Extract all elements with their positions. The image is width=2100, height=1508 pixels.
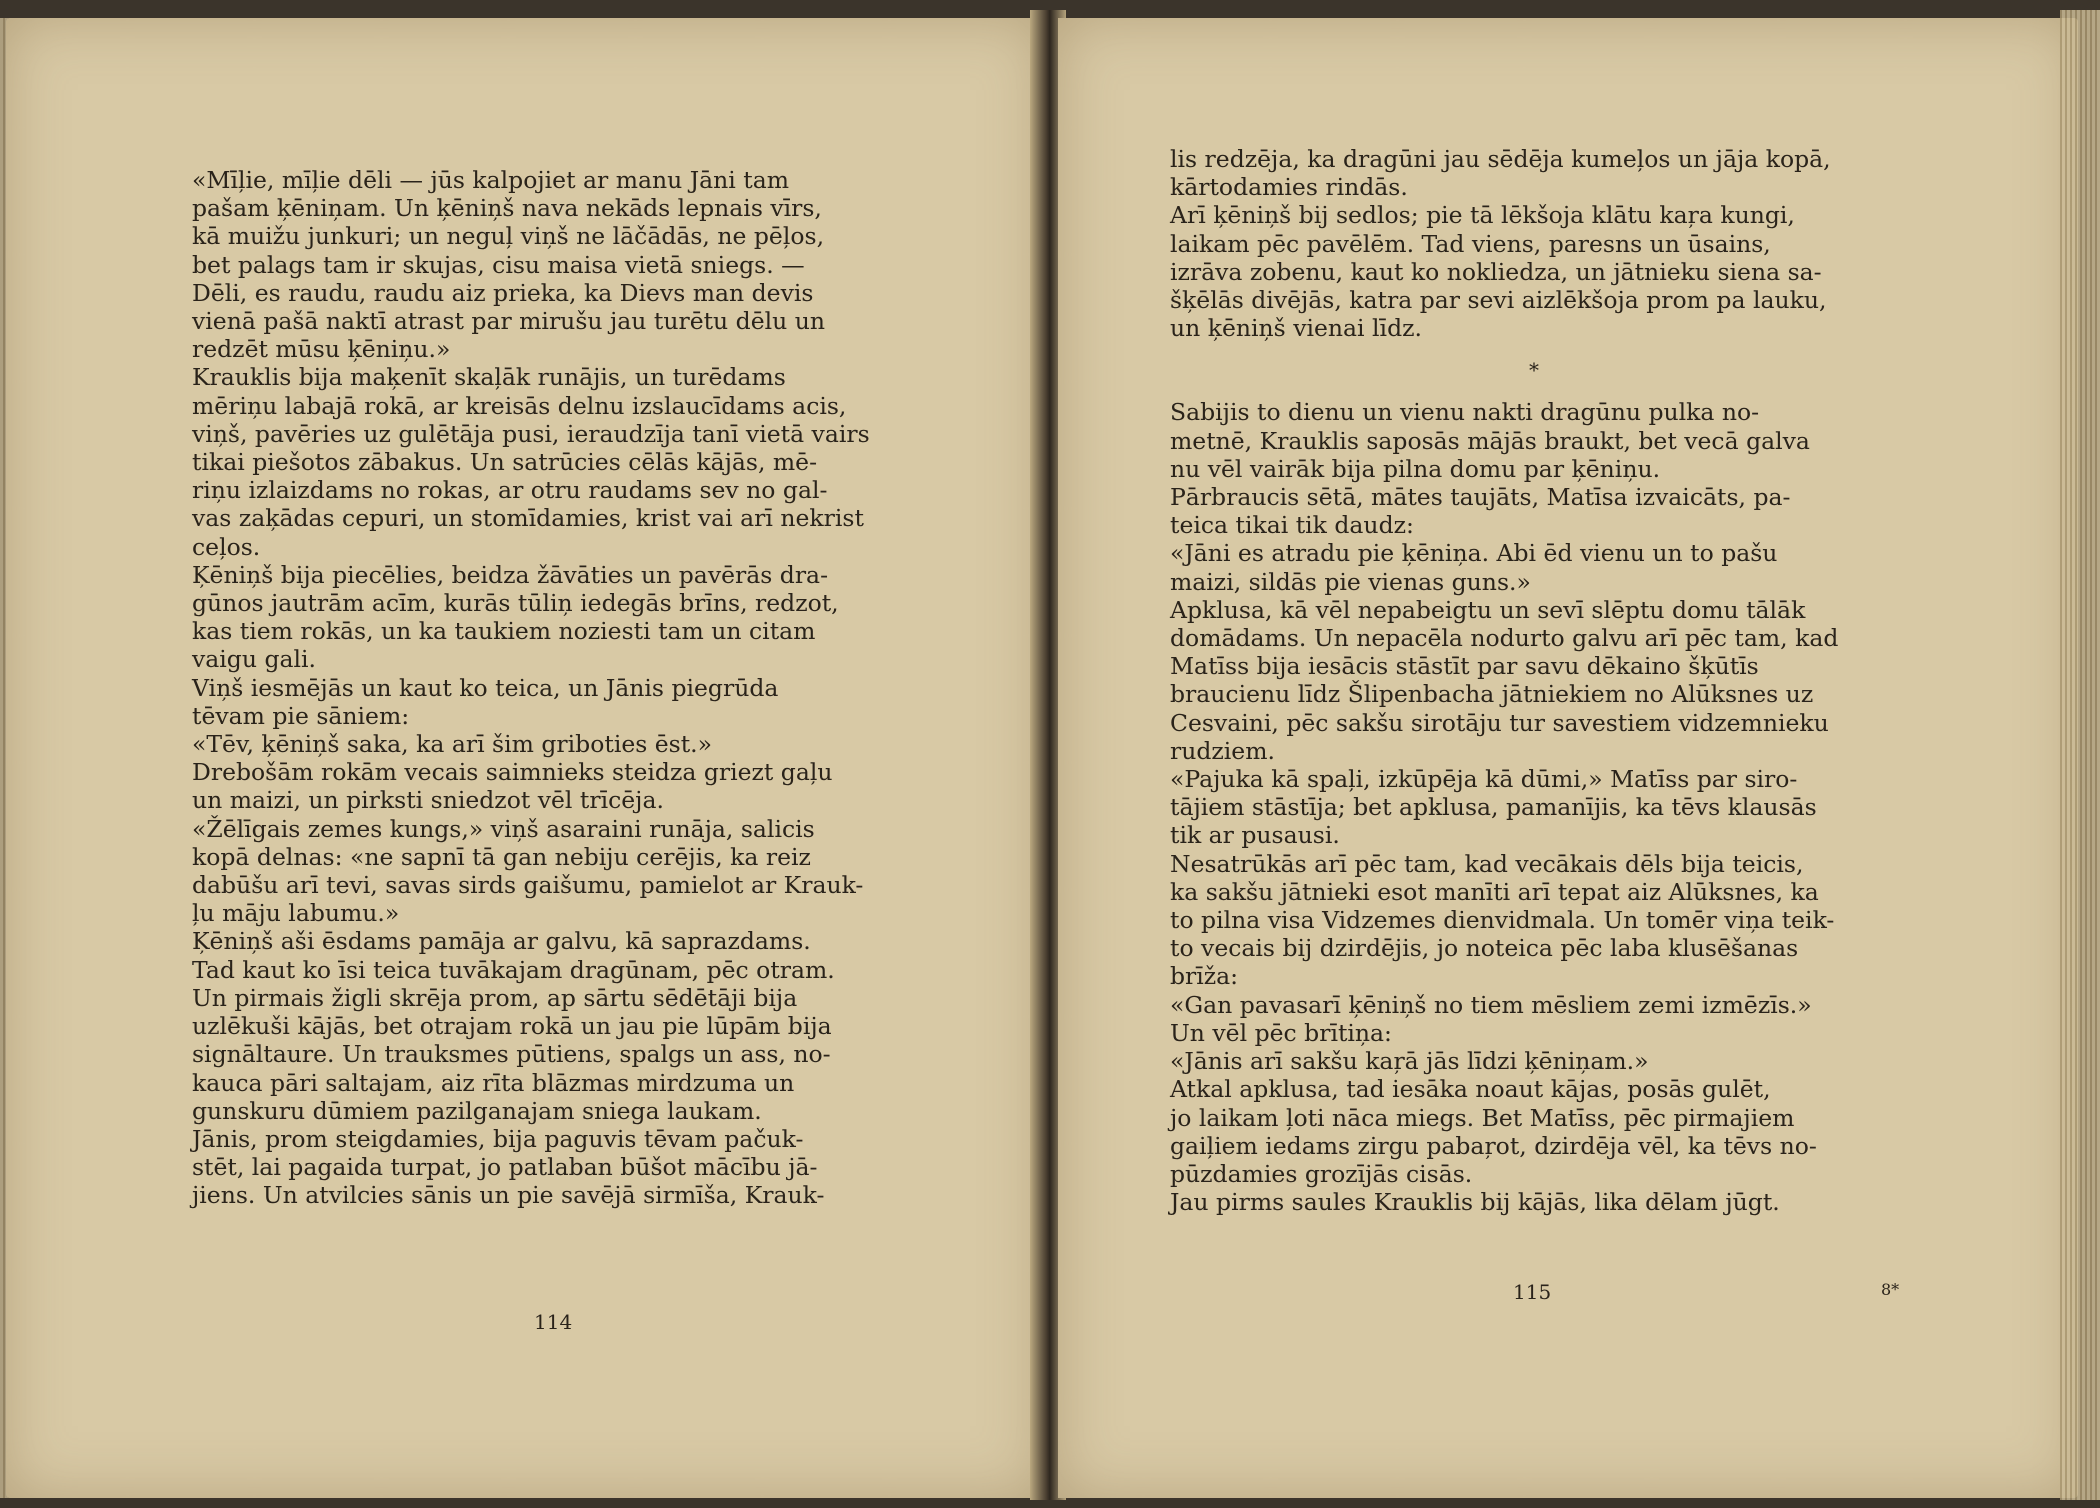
text-line: un maizi, un pirksti sniedzot vēl trīcēja. xyxy=(192,786,664,815)
text-line: pūzdamies grozījās cisās. xyxy=(1170,1159,1473,1188)
text-line: «Mīļie, mīļie dēli — jūs kalpojiet ar manu Jāni tam xyxy=(192,166,790,194)
text-line: rudziem. xyxy=(1170,736,1275,765)
text-line: Viņš iesmējās un kaut ko teica, un Jānis piegrūda xyxy=(192,673,779,702)
right-page-number: 115 xyxy=(1513,1280,1552,1304)
text-line: Atkal apklusa, tad iesāka noaut kājas, posās gulēt, xyxy=(1170,1075,1771,1104)
left-page xyxy=(6,18,1042,1498)
text-line: «Tēv, ķēniņš saka, ka arī šim griboties ēst.» xyxy=(192,730,713,759)
text-line: tikai piešotos zābakus. Un satrūcies cēlās kājās, mē- xyxy=(192,448,818,477)
text-line: to vecais bij dzirdējis, jo noteica pēc laba klusēšanas xyxy=(1170,934,1799,963)
text-line: Krauklis bija maķenīt skaļāk runājis, un turēdams xyxy=(192,363,786,392)
text-line: laikam pēc pavēlēm. Tad viens, paresns un ūsains, xyxy=(1170,229,1771,258)
text-line: braucienu līdz Šlipenbacha jātniekiem no Alūksnes uz xyxy=(1170,680,1814,709)
text-line: Ķēniņš bija piecēlies, beidza žāvāties un pavērās dra- xyxy=(192,560,829,589)
text-line: pašam ķēniņam. Un ķēniņš nava nekāds lepnais vīrs, xyxy=(192,194,822,223)
text-line: Arī ķēniņš bij sedlos; pie tā lēkšoja klātu kaŗa kungi, xyxy=(1170,201,1795,230)
left-page-number: 114 xyxy=(534,1310,573,1334)
text-line: «Jāni es atradu pie ķēniņa. Abi ēd vienu un to pašu xyxy=(1170,539,1778,568)
text-line: uzlēkuši kājās, bet otrajam rokā un jau pie lūpām bija xyxy=(192,1012,832,1041)
text-line: Sabijis to dienu un vienu nakti dragūnu pulka no- xyxy=(1170,398,1760,427)
text-line: to pilna visa Vidzemes dienvidmala. Un tomēr viņa teik- xyxy=(1170,906,1835,935)
right-page-text xyxy=(1170,145,1898,1216)
text-line: tik ar pusausi. xyxy=(1170,821,1340,850)
text-line: Cesvaini, pēc sakšu sirotāju tur savestiem vidzemnieku xyxy=(1170,708,1829,737)
signature-mark: 8* xyxy=(1881,1280,1900,1299)
text-line: lis redzēja, ka dragūni jau sēdēja kumeļos un jāja kopā, xyxy=(1170,145,1831,173)
text-line: izrāva zobenu, kaut ko nokliedza, un jātnieku siena sa- xyxy=(1170,257,1822,286)
text-line: dabūšu arī tevi, savas sirds gaišumu, pamielot ar Krauk- xyxy=(192,871,864,900)
text-line: jiens. Un atvilcies sānis un pie savējā sirmīša, Krauk- xyxy=(192,1181,825,1210)
text-line: riņu izlaizdams no rokas, ar otru raudams sev no gal- xyxy=(192,476,828,505)
text-line: Nesatrūkās arī pēc tam, kad vecākais dēls bija teicis, xyxy=(1170,849,1804,878)
text-line: gunskuru dūmiem pazilganajam sniega laukam. xyxy=(192,1096,762,1125)
text-line: vaigu gali. xyxy=(192,645,317,674)
text-line: kauca pāri saltajam, aiz rīta blāzmas mirdzuma un xyxy=(192,1068,795,1097)
text-line: redzēt mūsu ķēniņu.» xyxy=(192,335,451,364)
text-line: kā muižu junkuri; un neguļ viņš ne lāčādās, ne pēļos, xyxy=(192,222,825,251)
text-line: bet palags tam ir skujas, cisu maisa vietā sniegs. — xyxy=(192,250,805,279)
text-line: gūnos jautrām acīm, kurās tūliņ iedegās brīns, redzot, xyxy=(192,589,839,618)
text-line: tēvam pie sāniem: xyxy=(192,701,410,730)
text-line: Tad kaut ko īsi teica tuvākajam dragūnam, pēc otram. xyxy=(192,955,835,984)
text-line: «Pajuka kā spaļi, izkūpēja kā dūmi,» Matīss par siro- xyxy=(1170,765,1798,794)
text-line: ka sakšu jātnieki esot manīti arī tepat aiz Alūksnes, ka xyxy=(1170,877,1819,906)
text-line: kārtodamies rindās. xyxy=(1170,173,1408,202)
text-line: Matīss bija iesācis stāstīt par savu dēkaino šķūtīs xyxy=(1170,652,1759,681)
text-line: nu vēl vairāk bija pilna domu par ķēniņu. xyxy=(1170,454,1661,483)
text-line: Ķēniņš aši ēsdams pamāja ar galvu, kā saprazdams. xyxy=(192,927,811,956)
text-line: Un vēl pēc brītiņa: xyxy=(1170,1018,1392,1047)
text-line: Un pirmais žigli skrēja prom, ap sārtu sēdētāji bija xyxy=(192,983,798,1012)
text-line: «Žēlīgais zemes kungs,» viņš asaraini runāja, salicis xyxy=(192,814,815,843)
text-line: «Jānis arī sakšu kaŗā jās līdzi ķēniņam.» xyxy=(1170,1047,1649,1076)
text-line: ceļos. xyxy=(192,532,261,561)
text-line: viņš, pavēries uz gulētāja pusi, ieraudzīja tanī vietā vairs xyxy=(192,419,870,448)
text-line: gaiļiem iedams zirgu pabaŗot, dzirdēja vēl, ka tēvs no- xyxy=(1170,1131,1817,1160)
text-line: šķēlās divējās, katra par sevi aizlēkšoja prom pa lauku, xyxy=(1170,286,1827,315)
text-line: ļu māju labumu.» xyxy=(192,899,400,928)
text-line: vas zaķādas cepuri, un stomīdamies, krist vai arī nekrist xyxy=(192,504,864,533)
text-line: stēt, lai pagaida turpat, jo patlaban būšot mācību jā- xyxy=(192,1153,818,1182)
page-edges-right xyxy=(2060,10,2100,1500)
text-line: Drebošām rokām vecais saimnieks steidza griezt gaļu xyxy=(192,758,833,787)
text-line: tājiem stāstīja; bet apklusa, pamanījis, ka tēvs klausās xyxy=(1170,793,1817,822)
text-line: mēriņu labajā rokā, ar kreisās delnu izslaucīdams acis, xyxy=(192,391,847,420)
text-line: teica tikai tik daudz: xyxy=(1170,511,1414,540)
text-line: vienā pašā naktī atrast par mirušu jau turētu dēlu un xyxy=(192,307,825,336)
text-line: signāltaure. Un trauksmes pūtiens, spalgs un ass, no- xyxy=(192,1040,831,1069)
section-separator: * xyxy=(1529,358,1539,383)
text-line: Jānis, prom steigdamies, bija paguvis tēvam pačuk- xyxy=(192,1124,804,1153)
text-line: Jau pirms saules Krauklis bij kājās, lika dēlam jūgt. xyxy=(1170,1188,1780,1217)
text-line: «Gan pavasarī ķēniņš no tiem mēsliem zemi izmēzīs.» xyxy=(1170,990,1812,1019)
text-line: brīža: xyxy=(1170,962,1239,991)
text-line: kas tiem rokās, un ka taukiem noziesti tam un citam xyxy=(192,617,816,646)
text-line: maizi, sildās pie vienas guns.» xyxy=(1170,567,1531,596)
text-line: metnē, Krauklis saposās mājās braukt, bet vecā galva xyxy=(1170,426,1810,455)
text-line: kopā delnas: «ne sapnī tā gan nebiju cerējis, ka reiz xyxy=(192,842,811,871)
text-line: un ķēniņš vienai līdz. xyxy=(1170,314,1422,343)
text-line: Apklusa, kā vēl nepabeigtu un sevī slēptu domu tālāk xyxy=(1170,595,1806,624)
text-line: Pārbraucis sētā, mātes taujāts, Matīsa izvaicāts, pa- xyxy=(1170,483,1791,512)
text-line: domādams. Un nepacēla nodurto galvu arī pēc tam, kad xyxy=(1170,624,1839,653)
text-line: Dēli, es raudu, raudu aiz prieka, ka Dievs man devis xyxy=(192,278,814,307)
left-page-text xyxy=(192,166,924,1210)
text-line: jo laikam ļoti nāca miegs. Bet Matīss, pēc pirmajiem xyxy=(1170,1103,1795,1132)
right-page xyxy=(1058,18,2078,1498)
